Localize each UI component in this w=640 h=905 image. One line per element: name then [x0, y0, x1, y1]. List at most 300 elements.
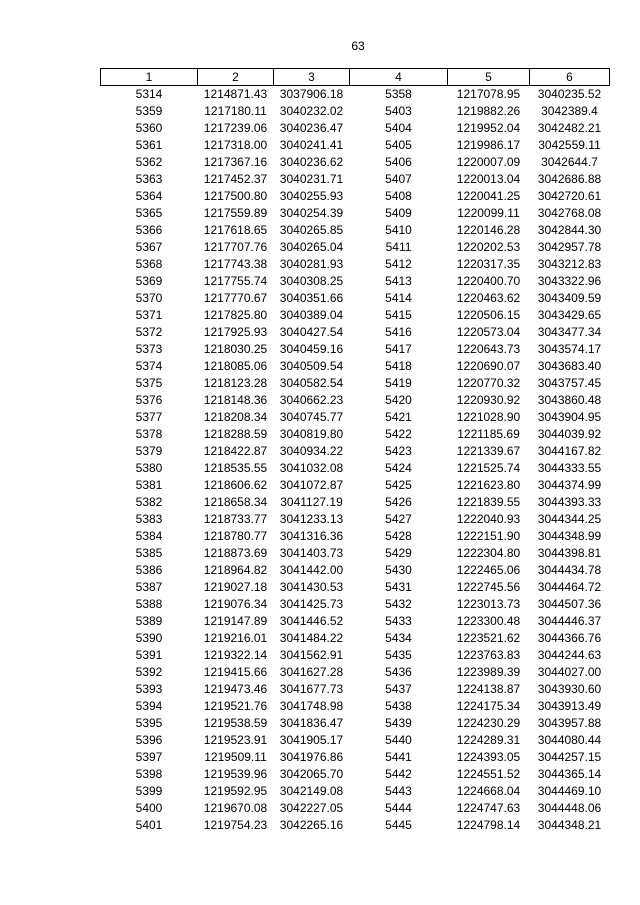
y-coordinate-cell: 3042686.88: [537, 172, 602, 186]
table-row: [101, 732, 610, 749]
point-number-cell: 5385: [135, 546, 163, 560]
x-coordinate-cell: 1219216.01: [203, 631, 268, 645]
table-row: [101, 103, 610, 120]
x-coordinate-cell: 1220643.73: [456, 342, 521, 356]
table-row: [101, 664, 610, 681]
point-number-cell: 5419: [385, 376, 412, 390]
y-coordinate-cell: 3044366.76: [537, 631, 602, 645]
table-row: [101, 239, 610, 256]
y-coordinate-cell: 3043930.60: [537, 682, 602, 696]
y-coordinate-cell: 3040459.16: [279, 342, 344, 356]
x-coordinate-cell: 1220506.15: [456, 308, 521, 322]
point-number-cell: 5389: [135, 614, 163, 628]
table-row: [101, 715, 610, 732]
table-row: [101, 800, 610, 817]
table-row: [101, 817, 610, 834]
x-coordinate-cell: 1218422.87: [203, 444, 268, 458]
x-coordinate-cell: 1223013.73: [456, 597, 521, 611]
point-number-cell: 5381: [135, 478, 163, 492]
y-coordinate-cell: 3041748.98: [279, 699, 344, 713]
x-coordinate-cell: 1218606.62: [203, 478, 268, 492]
x-coordinate-cell: 1222304.80: [456, 546, 521, 560]
y-coordinate-cell: 3040308.25: [279, 274, 344, 288]
table-row: [101, 460, 610, 477]
table-row: [101, 86, 610, 104]
point-number-cell: 5425: [385, 478, 412, 492]
y-coordinate-cell: 3043957.88: [537, 716, 602, 730]
point-number-cell: 5433: [385, 614, 412, 628]
table-row: [101, 256, 610, 273]
table-row: [101, 630, 610, 647]
y-coordinate-cell: 3040265.85: [279, 223, 344, 237]
point-number-cell: 5372: [135, 325, 163, 339]
y-coordinate-cell: 3044469.10: [537, 784, 602, 798]
y-coordinate-cell: 3041446.52: [279, 614, 344, 628]
point-number-cell: 5443: [385, 784, 412, 798]
x-coordinate-cell: 1217770.67: [203, 291, 268, 305]
point-number-cell: 5424: [385, 461, 412, 475]
x-coordinate-cell: 1219415.66: [203, 665, 268, 679]
y-coordinate-cell: 3040235.52: [537, 87, 602, 101]
point-number-cell: 5314: [135, 87, 163, 101]
table-row: [101, 647, 610, 664]
point-number-cell: 5378: [135, 427, 163, 441]
point-number-cell: 5376: [135, 393, 163, 407]
y-coordinate-cell: 3042265.16: [279, 818, 344, 832]
x-coordinate-cell: 1218780.77: [203, 529, 268, 543]
point-number-cell: 5444: [385, 801, 412, 815]
point-number-cell: 5438: [385, 699, 412, 713]
y-coordinate-cell: 3043683.40: [537, 359, 602, 373]
point-number-cell: 5384: [135, 529, 163, 543]
point-number-cell: 5439: [385, 716, 412, 730]
table-body: [101, 86, 610, 835]
point-number-cell: 5399: [135, 784, 163, 798]
x-coordinate-cell: 1217559.89: [203, 206, 268, 220]
table-row: [101, 137, 610, 154]
y-coordinate-cell: 3040255.93: [279, 189, 344, 203]
table-row: [101, 749, 610, 766]
table-row: [101, 205, 610, 222]
point-number-cell: 5435: [385, 648, 412, 662]
point-number-cell: 5364: [135, 189, 163, 203]
table-row: [101, 698, 610, 715]
point-number-cell: 5367: [135, 240, 163, 254]
y-coordinate-cell: 3041627.28: [279, 665, 344, 679]
y-coordinate-cell: 3042559.11: [538, 138, 601, 152]
point-number-cell: 5396: [135, 733, 163, 747]
x-coordinate-cell: 1224393.05: [456, 750, 521, 764]
point-number-cell: 5388: [135, 597, 163, 611]
table-row: [101, 409, 610, 426]
point-number-cell: 5445: [385, 818, 412, 832]
point-number-cell: 5395: [135, 716, 163, 730]
y-coordinate-cell: 3042149.08: [279, 784, 344, 798]
point-number-cell: 5394: [135, 699, 163, 713]
x-coordinate-cell: 1222040.93: [456, 512, 521, 526]
y-coordinate-cell: 3040254.39: [279, 206, 344, 220]
point-number-cell: 5431: [385, 580, 412, 594]
y-coordinate-cell: 3041316.36: [279, 529, 344, 543]
table-row: [101, 120, 610, 137]
y-coordinate-cell: 3040231.71: [279, 172, 344, 186]
point-number-cell: 5417: [385, 342, 412, 356]
x-coordinate-cell: 1219592.95: [203, 784, 268, 798]
y-coordinate-cell: 3044446.37: [537, 614, 602, 628]
y-coordinate-cell: 3044434.78: [537, 563, 602, 577]
point-number-cell: 5380: [135, 461, 163, 475]
y-coordinate-cell: 3041562.91: [279, 648, 344, 662]
table-row: [101, 766, 610, 783]
x-coordinate-cell: 1224289.31: [456, 733, 521, 747]
x-coordinate-cell: 1219882.26: [456, 104, 521, 118]
point-number-cell: 5379: [135, 444, 163, 458]
point-number-cell: 5415: [385, 308, 412, 322]
x-coordinate-cell: 1217755.74: [203, 274, 268, 288]
x-coordinate-cell: 1220099.11: [457, 206, 520, 220]
table-row: [101, 579, 610, 596]
point-number-cell: 5414: [385, 291, 412, 305]
y-coordinate-cell: 3040934.22: [279, 444, 344, 458]
x-coordinate-cell: 1222465.06: [456, 563, 521, 577]
x-coordinate-cell: 1222151.90: [456, 529, 521, 543]
y-coordinate-cell: 3042065.70: [279, 767, 344, 781]
column-header-6: 6: [530, 69, 610, 86]
point-number-cell: 5423: [385, 444, 412, 458]
point-number-cell: 5418: [385, 359, 412, 373]
x-coordinate-cell: 1218148.36: [203, 393, 268, 407]
table-row: [101, 596, 610, 613]
y-coordinate-cell: 3041403.73: [279, 546, 344, 560]
y-coordinate-cell: 3043574.17: [537, 342, 602, 356]
x-coordinate-cell: 1222745.56: [456, 580, 521, 594]
y-coordinate-cell: 3042644.7: [541, 155, 598, 169]
point-number-cell: 5366: [135, 223, 163, 237]
x-coordinate-cell: 1219521.76: [203, 699, 268, 713]
x-coordinate-cell: 1224138.87: [456, 682, 521, 696]
x-coordinate-cell: 1224230.29: [456, 716, 521, 730]
point-number-cell: 5426: [385, 495, 412, 509]
point-number-cell: 5387: [135, 580, 163, 594]
x-coordinate-cell: 1218873.69: [203, 546, 268, 560]
y-coordinate-cell: 3041976.86: [279, 750, 344, 764]
x-coordinate-cell: 1219986.17: [456, 138, 521, 152]
y-coordinate-cell: 3040745.77: [279, 410, 344, 424]
table-row: [101, 426, 610, 443]
table-row: [101, 443, 610, 460]
point-number-cell: 5374: [135, 359, 163, 373]
x-coordinate-cell: 1224175.34: [456, 699, 521, 713]
y-coordinate-cell: 3044374.99: [537, 478, 602, 492]
x-coordinate-cell: 1217743.38: [203, 257, 268, 271]
x-coordinate-cell: 1223989.39: [456, 665, 521, 679]
x-coordinate-cell: 1218658.34: [203, 495, 268, 509]
point-number-cell: 5427: [385, 512, 412, 526]
point-number-cell: 5383: [135, 512, 163, 526]
y-coordinate-cell: 3041233.13: [279, 512, 344, 526]
y-coordinate-cell: 3044393.33: [537, 495, 602, 509]
x-coordinate-cell: 1220770.32: [456, 376, 521, 390]
y-coordinate-cell: 3040389.04: [279, 308, 344, 322]
point-number-cell: 5362: [135, 155, 163, 169]
point-number-cell: 5403: [385, 104, 412, 118]
x-coordinate-cell: 1217618.65: [203, 223, 268, 237]
point-number-cell: 5382: [135, 495, 163, 509]
point-number-cell: 5422: [385, 427, 412, 441]
x-coordinate-cell: 1217925.93: [203, 325, 268, 339]
point-number-cell: 5369: [135, 274, 163, 288]
point-number-cell: 5430: [385, 563, 412, 577]
point-number-cell: 5365: [135, 206, 163, 220]
y-coordinate-cell: 3042720.61: [537, 189, 602, 203]
y-coordinate-cell: 3037906.18: [279, 87, 344, 101]
table-row: [101, 613, 610, 630]
x-coordinate-cell: 1223300.48: [456, 614, 521, 628]
x-coordinate-cell: 1217239.06: [203, 121, 268, 135]
point-number-cell: 5373: [135, 342, 163, 356]
coordinates-table: [100, 68, 610, 834]
y-coordinate-cell: 3044348.21: [537, 818, 602, 832]
y-coordinate-cell: 3040509.54: [279, 359, 344, 373]
x-coordinate-cell: 1220041.25: [456, 189, 521, 203]
y-coordinate-cell: 3044348.99: [537, 529, 602, 543]
column-header-2: 2: [198, 69, 274, 86]
y-coordinate-cell: 3044398.81: [537, 546, 602, 560]
point-number-cell: 5359: [135, 104, 163, 118]
table-header-row: [101, 69, 610, 86]
y-coordinate-cell: 3041836.47: [279, 716, 344, 730]
y-coordinate-cell: 3044464.72: [537, 580, 602, 594]
y-coordinate-cell: 3040236.62: [279, 155, 344, 169]
point-number-cell: 5441: [385, 750, 412, 764]
y-coordinate-cell: 3040819.80: [279, 427, 344, 441]
x-coordinate-cell: 1220930.92: [456, 393, 521, 407]
page-number: 63: [351, 39, 365, 53]
x-coordinate-cell: 1217180.11: [204, 104, 267, 118]
x-coordinate-cell: 1220400.70: [456, 274, 521, 288]
x-coordinate-cell: 1219322.14: [203, 648, 268, 662]
y-coordinate-cell: 3044039.92: [537, 427, 602, 441]
point-number-cell: 5408: [385, 189, 412, 203]
y-coordinate-cell: 3041425.73: [279, 597, 344, 611]
y-coordinate-cell: 3041072.87: [279, 478, 344, 492]
y-coordinate-cell: 3043757.45: [537, 376, 602, 390]
x-coordinate-cell: 1218535.55: [203, 461, 268, 475]
x-coordinate-cell: 1220690.07: [456, 359, 521, 373]
y-coordinate-cell: 3042227.05: [279, 801, 344, 815]
point-number-cell: 5420: [385, 393, 412, 407]
x-coordinate-cell: 1224551.52: [456, 767, 521, 781]
point-number-cell: 5370: [135, 291, 163, 305]
y-coordinate-cell: 3043477.34: [537, 325, 602, 339]
y-coordinate-cell: 3040662.23: [279, 393, 344, 407]
column-header-3: 3: [274, 69, 350, 86]
x-coordinate-cell: 1218288.59: [203, 427, 268, 441]
point-number-cell: 5412: [385, 257, 412, 271]
y-coordinate-cell: 3044344.25: [537, 512, 602, 526]
y-coordinate-cell: 3041905.17: [279, 733, 344, 747]
table-row: [101, 494, 610, 511]
x-coordinate-cell: 1220146.28: [456, 223, 521, 237]
x-coordinate-cell: 1217500.80: [203, 189, 268, 203]
x-coordinate-cell: 1219509.11: [204, 750, 267, 764]
x-coordinate-cell: 1219754.23: [203, 818, 268, 832]
table-row: [101, 681, 610, 698]
y-coordinate-cell: 3040265.04: [279, 240, 344, 254]
table-row: [101, 392, 610, 409]
y-coordinate-cell: 3044507.36: [537, 597, 602, 611]
table-row: [101, 477, 610, 494]
y-coordinate-cell: 3040582.54: [279, 376, 344, 390]
table-row: [101, 562, 610, 579]
table-row: [101, 188, 610, 205]
x-coordinate-cell: 1217707.76: [203, 240, 268, 254]
x-coordinate-cell: 1220013.04: [456, 172, 521, 186]
x-coordinate-cell: 1221185.69: [457, 427, 520, 441]
point-number-cell: 5432: [385, 597, 412, 611]
column-header-1: 1: [101, 69, 198, 86]
point-number-cell: 5386: [135, 563, 163, 577]
table-row: [101, 511, 610, 528]
point-number-cell: 5391: [135, 648, 163, 662]
point-number-cell: 5361: [135, 138, 163, 152]
table-row: [101, 783, 610, 800]
x-coordinate-cell: 1223521.62: [456, 631, 521, 645]
point-number-cell: 5404: [385, 121, 412, 135]
point-number-cell: 5407: [385, 172, 412, 186]
point-number-cell: 5393: [135, 682, 163, 696]
point-number-cell: 5405: [385, 138, 412, 152]
y-coordinate-cell: 3043860.48: [537, 393, 602, 407]
column-header-4: 4: [350, 69, 448, 86]
y-coordinate-cell: 3042844.30: [537, 223, 602, 237]
y-coordinate-cell: 3040351.66: [279, 291, 344, 305]
y-coordinate-cell: 3043913.49: [537, 699, 602, 713]
point-number-cell: 5436: [385, 665, 412, 679]
y-coordinate-cell: 3042957.78: [537, 240, 602, 254]
y-coordinate-cell: 3040281.93: [279, 257, 344, 271]
table-row: [101, 171, 610, 188]
point-number-cell: 5411: [385, 240, 412, 254]
x-coordinate-cell: 1217452.37: [203, 172, 268, 186]
point-number-cell: 5406: [385, 155, 412, 169]
x-coordinate-cell: 1218123.28: [203, 376, 268, 390]
x-coordinate-cell: 1221525.74: [456, 461, 521, 475]
x-coordinate-cell: 1220573.04: [456, 325, 521, 339]
point-number-cell: 5410: [385, 223, 412, 237]
point-number-cell: 5375: [135, 376, 163, 390]
point-number-cell: 5392: [135, 665, 163, 679]
x-coordinate-cell: 1219473.46: [203, 682, 268, 696]
y-coordinate-cell: 3043322.96: [537, 274, 602, 288]
column-header-5: 5: [448, 69, 530, 86]
y-coordinate-cell: 3044448.06: [537, 801, 602, 815]
x-coordinate-cell: 1219670.08: [203, 801, 268, 815]
table-row: [101, 324, 610, 341]
point-number-cell: 5371: [135, 308, 163, 322]
x-coordinate-cell: 1218733.77: [203, 512, 268, 526]
point-number-cell: 5368: [135, 257, 163, 271]
point-number-cell: 5363: [135, 172, 163, 186]
x-coordinate-cell: 1217825.80: [203, 308, 268, 322]
y-coordinate-cell: 3044365.14: [537, 767, 602, 781]
x-coordinate-cell: 1221339.67: [456, 444, 521, 458]
point-number-cell: 5358: [385, 87, 412, 101]
y-coordinate-cell: 3044333.55: [537, 461, 602, 475]
x-coordinate-cell: 1219076.34: [203, 597, 268, 611]
y-coordinate-cell: 3043409.59: [537, 291, 602, 305]
table-row: [101, 375, 610, 392]
y-coordinate-cell: 3044080.44: [537, 733, 602, 747]
x-coordinate-cell: 1219027.18: [203, 580, 268, 594]
x-coordinate-cell: 1221028.90: [456, 410, 521, 424]
table-row: [101, 222, 610, 239]
point-number-cell: 5440: [385, 733, 412, 747]
y-coordinate-cell: 3041032.08: [279, 461, 344, 475]
point-number-cell: 5434: [385, 631, 412, 645]
point-number-cell: 5437: [385, 682, 412, 696]
y-coordinate-cell: 3043904.95: [537, 410, 602, 424]
x-coordinate-cell: 1217318.00: [203, 138, 268, 152]
x-coordinate-cell: 1217078.95: [456, 87, 521, 101]
point-number-cell: 5390: [135, 631, 163, 645]
x-coordinate-cell: 1221623.80: [456, 478, 521, 492]
y-coordinate-cell: 3043429.65: [537, 308, 602, 322]
point-number-cell: 5398: [135, 767, 163, 781]
y-coordinate-cell: 3042389.4: [541, 104, 598, 118]
point-number-cell: 5377: [135, 410, 163, 424]
table-row: [101, 154, 610, 171]
point-number-cell: 5397: [135, 750, 163, 764]
point-number-cell: 5416: [385, 325, 412, 339]
point-number-cell: 5428: [385, 529, 412, 543]
y-coordinate-cell: 3043212.83: [537, 257, 602, 271]
point-number-cell: 5442: [385, 767, 412, 781]
x-coordinate-cell: 1220007.09: [456, 155, 521, 169]
point-number-cell: 5401: [135, 818, 163, 832]
x-coordinate-cell: 1214871.43: [203, 87, 268, 101]
x-coordinate-cell: 1223763.83: [456, 648, 521, 662]
x-coordinate-cell: 1218030.25: [203, 342, 268, 356]
point-number-cell: 5413: [385, 274, 412, 288]
y-coordinate-cell: 3044167.82: [537, 444, 602, 458]
y-coordinate-cell: 3041484.22: [279, 631, 344, 645]
x-coordinate-cell: 1224668.04: [456, 784, 521, 798]
y-coordinate-cell: 3044257.15: [537, 750, 602, 764]
x-coordinate-cell: 1218964.82: [203, 563, 268, 577]
x-coordinate-cell: 1224747.63: [456, 801, 521, 815]
table-row: [101, 273, 610, 290]
x-coordinate-cell: 1218208.34: [203, 410, 268, 424]
y-coordinate-cell: 3044244.63: [537, 648, 602, 662]
y-coordinate-cell: 3041430.53: [279, 580, 344, 594]
y-coordinate-cell: 3041442.00: [279, 563, 344, 577]
table-row: [101, 290, 610, 307]
x-coordinate-cell: 1220317.35: [456, 257, 521, 271]
x-coordinate-cell: 1218085.06: [203, 359, 268, 373]
y-coordinate-cell: 3040427.54: [279, 325, 344, 339]
x-coordinate-cell: 1221839.55: [456, 495, 521, 509]
table-row: [101, 341, 610, 358]
point-number-cell: 5360: [135, 121, 163, 135]
point-number-cell: 5429: [385, 546, 412, 560]
y-coordinate-cell: 3040232.02: [279, 104, 344, 118]
table-row: [101, 528, 610, 545]
y-coordinate-cell: 3044027.00: [537, 665, 602, 679]
x-coordinate-cell: 1219523.91: [203, 733, 268, 747]
table-row: [101, 358, 610, 375]
point-number-cell: 5400: [135, 801, 163, 815]
